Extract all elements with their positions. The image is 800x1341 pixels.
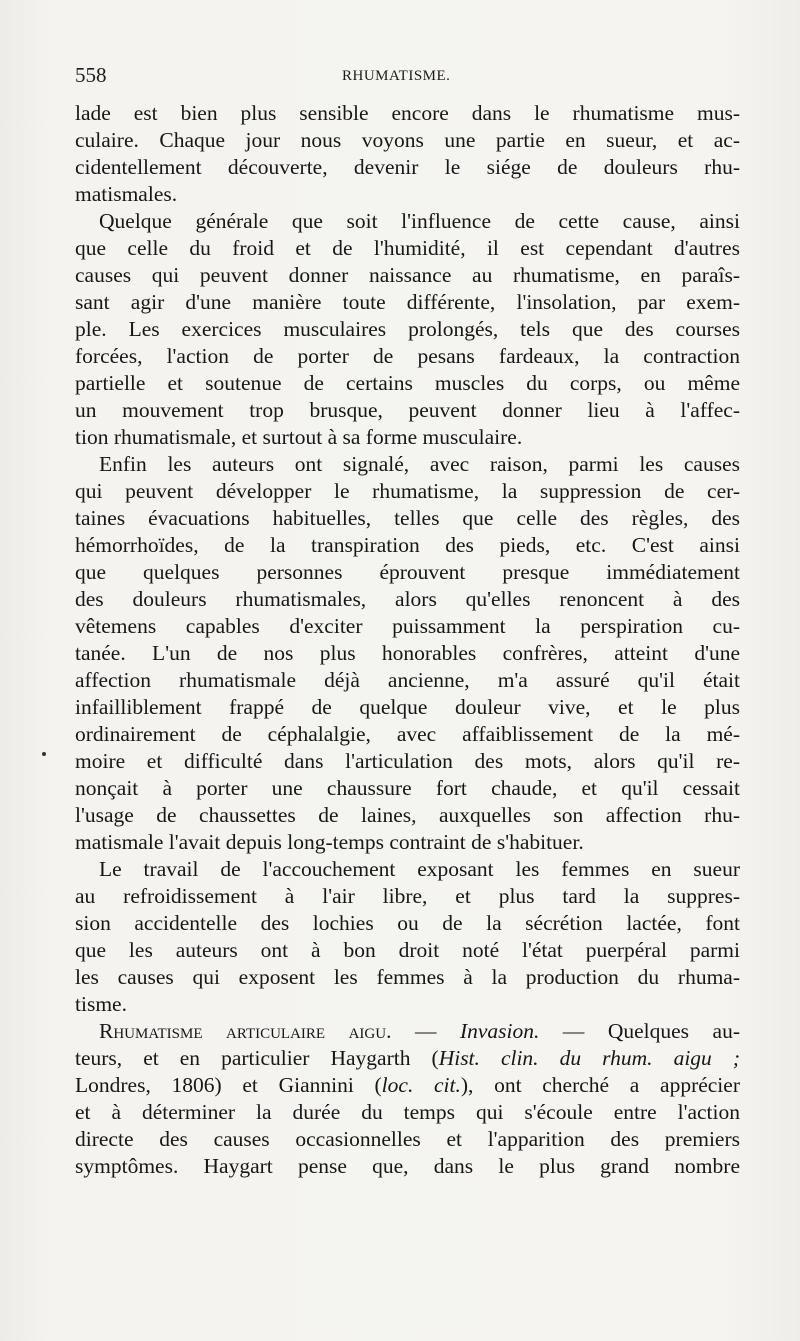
text-line: symptômes. Haygart pense que, dans le plus grand nombre (75, 1154, 740, 1178)
text-line (75, 1072, 740, 1099)
text-line: que les auteurs ont à bon droit noté l'état puerpéral parmi (75, 938, 740, 962)
page-header (75, 63, 740, 93)
text-line: des douleurs rhumatismales, alors qu'elles renoncent à des (75, 587, 740, 611)
text-line: affection rhumatismale déjà ancienne, m'a assuré qu'il était (75, 668, 740, 692)
text-line: tion rhumatismale, et surtout à sa forme musculaire. (75, 425, 523, 449)
text-line: Quelque générale que soit l'influence de cette cause, ainsi (99, 209, 740, 233)
stray-ink-mark (42, 752, 46, 756)
text-line: tanée. L'un de nos plus honorables confrères, atteint d'une (75, 641, 740, 665)
text-line: moire et difficulté dans l'articulation des mots, alors qu'il re- (75, 749, 740, 773)
heading-continuation: — Quelques au- (539, 1019, 740, 1043)
text-fragment: teurs, et en particulier Haygarth ( (75, 1046, 439, 1070)
text-line: partielle et soutenue de certains muscles du corps, ou même (75, 371, 740, 395)
section-heading: Rhumatisme articulaire aigu. (99, 1019, 392, 1043)
text-line: que quelques personnes éprouvent presque immédiatement (75, 560, 740, 584)
subsection-title: Invasion. (459, 1019, 540, 1043)
text-line: hémorrhoïdes, de la transpiration des pieds, etc. C'est ainsi (75, 533, 740, 557)
text-line: nonçait à porter une chaussure fort chaude, et qu'il cessait (75, 776, 740, 800)
text-line: matismales. (75, 182, 178, 206)
running-head: RHUMATISME. (342, 68, 451, 84)
heading-dash: — (391, 1019, 460, 1043)
text-line: les causes qui exposent les femmes à la production du rhuma- (75, 965, 740, 989)
text-line: et à déterminer la durée du temps qui s'écoule entre l'action (75, 1100, 740, 1124)
text-line: ple. Les exercices musculaires prolongés, tels que des courses (75, 317, 740, 341)
page-number: 558 (75, 63, 107, 87)
text-line: un mouvement trop brusque, peuvent donner lieu à l'affec- (75, 398, 740, 422)
text-line: lade est bien plus sensible encore dans le rhumatisme mus- (75, 101, 740, 125)
text-line: matismale l'avait depuis long-temps contraint de s'habituer. (75, 830, 584, 854)
citation: loc. cit. (381, 1073, 461, 1097)
text-line: que celle du froid et de l'humidité, il est cependant d'autres (75, 236, 740, 260)
text-fragment: Londres, 1806) et Giannini ( (75, 1073, 382, 1097)
text-line: au refroidissement à l'air libre, et plus tard la suppres- (75, 884, 740, 908)
text-line: qui peuvent développer le rhumatisme, la suppression de cer- (75, 479, 740, 503)
section-heading-line (75, 1018, 740, 1045)
citation: Hist. clin. du rhum. aigu ; (438, 1046, 740, 1070)
text-line: Le travail de l'accouchement exposant les femmes en sueur (99, 857, 740, 881)
text-line: vêtemens capables d'exciter puissamment la perspiration cu- (75, 614, 740, 638)
text-line: cidentellement découverte, devenir le siége de douleurs rhu- (75, 155, 740, 179)
text-line: l'usage de chaussettes de laines, auxquelles son affection rhu- (75, 803, 740, 827)
text-line: directe des causes occasionnelles et l'apparition des premiers (75, 1127, 740, 1151)
text-line: Enfin les auteurs ont signalé, avec raison, parmi les causes (99, 452, 740, 476)
text-line (75, 1045, 740, 1072)
text-line: forcées, l'action de porter de pesans fardeaux, la contraction (75, 344, 740, 368)
text-line: causes qui peuvent donner naissance au rhumatisme, en paraîs- (75, 263, 740, 287)
body-text (75, 100, 740, 1180)
text-line: infailliblement frappé de quelque douleur vive, et le plus (75, 695, 740, 719)
text-line: sion accidentelle des lochies ou de la sécrétion lactée, font (75, 911, 740, 935)
text-fragment: ), ont cherché a apprécier (460, 1073, 740, 1097)
text-line: culaire. Chaque jour nous voyons une partie en sueur, et ac- (75, 128, 740, 152)
text-line: tisme. (75, 992, 127, 1016)
text-line: taines évacuations habituelles, telles que celle des règles, des (75, 506, 740, 530)
text-line: ordinairement de céphalalgie, avec affaiblissement de la mé- (75, 722, 740, 746)
text-line: sant agir d'une manière toute différente, l'insolation, par exem- (75, 290, 740, 314)
